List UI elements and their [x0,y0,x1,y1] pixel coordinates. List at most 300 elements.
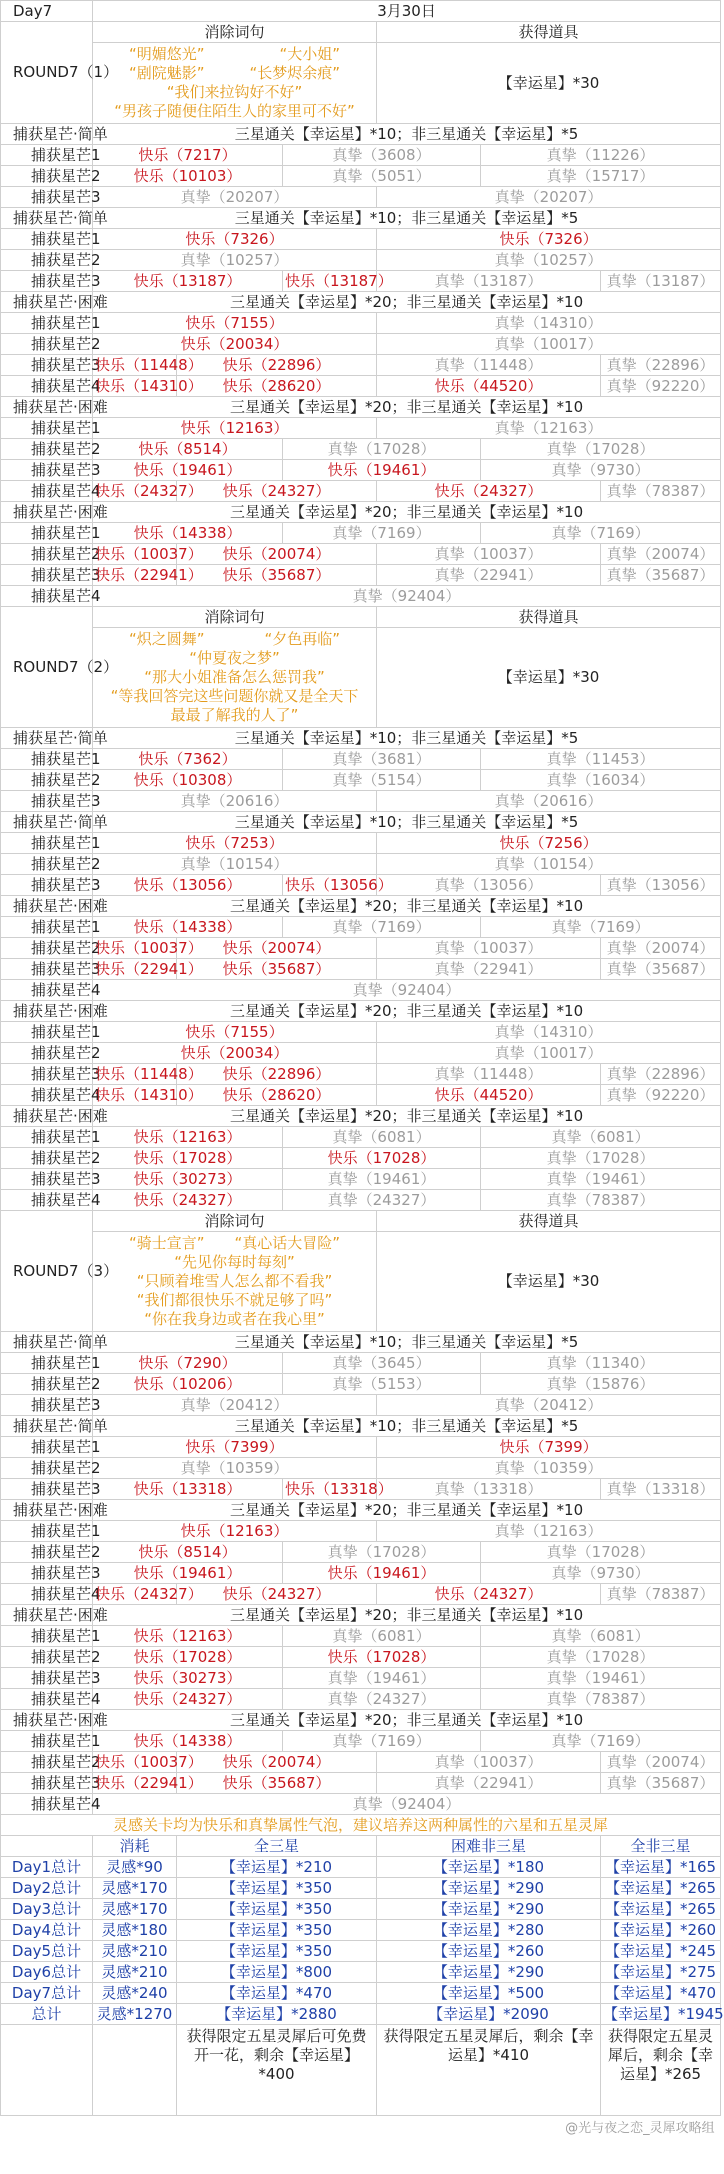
table-row [1,938,721,959]
table-row [1,1899,721,1920]
table-row [1,1127,721,1148]
section-label: 捕获星芒·简单 [1,208,93,229]
star-label: 捕获星芒2 [1,250,93,271]
summary-header: 消耗 [93,1836,177,1857]
table-row [1,1043,721,1064]
value-cell: 快乐（28620） [177,1085,377,1106]
star-label: 捕获星芒3 [1,1773,93,1794]
quote-line: 最最了解我的人了” [170,706,299,724]
value-cell: 真挚（13318） [601,1479,721,1500]
day-total-value: 【幸运星】*290 [377,1878,601,1899]
value-cell: 真挚（7169） [481,523,721,544]
value-cell: 真挚（20207） [377,187,721,208]
star-label: 捕获星芒2 [1,544,93,565]
value-cell: 真挚（22896） [601,1064,721,1085]
table-row [1,728,721,749]
quote-line: “只顾着堆雪人怎么都不看我” [136,1272,333,1290]
day-total-value: 【幸运星】*165 [601,1857,721,1878]
value-cell: 真挚（92220） [601,376,721,397]
star-label: 捕获星芒1 [1,313,93,334]
day-total-value: 【幸运星】*265 [601,1899,721,1920]
star-label: 捕获星芒4 [1,1190,93,1211]
value-cell: 快乐（24327） [177,1584,377,1605]
value-cell: 快乐（7362） [93,749,283,770]
star-label: 捕获星芒4 [1,1689,93,1710]
table-row [1,1731,721,1752]
day-total-value: 【幸运星】*470 [177,1983,377,2004]
table-row [1,1920,721,1941]
table-row [1,1022,721,1043]
star-label: 捕获星芒1 [1,418,93,439]
table-row [1,1500,721,1521]
table-row [1,334,721,355]
remaining-note: 获得限定五星灵犀后可免费开一花，剩余【幸运星】*400 [177,2025,377,2116]
reward-cell: 【幸运星】*30 [377,628,721,728]
value-cell: 快乐（20074） [177,938,377,959]
star-label: 捕获星芒1 [1,1022,93,1043]
table-row [1,418,721,439]
day-total-label: Day4总计 [1,1920,93,1941]
star-label: 捕获星芒2 [1,1752,93,1773]
star-label: 捕获星芒1 [1,523,93,544]
value-cell: 真挚（12163） [377,418,721,439]
value-cell: 快乐（8514） [93,439,283,460]
value-cell: 真挚（92404） [93,586,721,607]
grand-total-value: 灵感*1270 [93,2004,177,2025]
value-cell: 快乐（10308） [93,770,283,791]
day-total-value: 【幸运星】*500 [377,1983,601,2004]
star-label: 捕获星芒4 [1,1085,93,1106]
value-cell: 真挚（14310） [377,1022,721,1043]
day-total-value: 【幸运星】*180 [377,1857,601,1878]
day-total-value: 【幸运星】*260 [601,1920,721,1941]
table-row [1,1374,721,1395]
star-label: 捕获星芒1 [1,1127,93,1148]
table-row [1,1416,721,1437]
value-cell: 快乐（44520） [377,376,601,397]
section-label: 捕获星芒·困难 [1,1710,93,1731]
table-row [1,1169,721,1190]
quote-line: “仲夏夜之梦” [189,649,280,667]
day-total-value: 【幸运星】*470 [601,1983,721,2004]
value-cell: 真挚（10257） [93,250,377,271]
value-cell: 真挚（17028） [283,1542,481,1563]
value-cell: 快乐（7399） [93,1437,377,1458]
value-cell: 快乐（24327） [177,481,377,502]
value-cell: 真挚（92220） [601,1085,721,1106]
table-row [1,1752,721,1773]
table-row [1,1106,721,1127]
value-cell: 真挚（7169） [283,1731,481,1752]
day-total-value: 灵感*170 [93,1878,177,1899]
value-cell: 真挚（11453） [481,749,721,770]
value-cell: 快乐（12163） [93,1521,377,1542]
quote-line: “明媚悠光” “大小姐” [128,45,341,63]
table-row [1,1584,721,1605]
day-total-label: Day2总计 [1,1878,93,1899]
star-label: 捕获星芒2 [1,1458,93,1479]
value-cell: 快乐（14338） [93,1731,283,1752]
value-cell: 真挚（10154） [377,854,721,875]
star-label: 捕获星芒2 [1,1647,93,1668]
empty-cell [1,1836,93,1857]
value-cell: 真挚（11448） [377,1064,601,1085]
table-row [1,1815,721,1836]
table-row [1,544,721,565]
star-label: 捕获星芒1 [1,917,93,938]
table-row [1,187,721,208]
star-label: 捕获星芒4 [1,376,93,397]
value-cell: 快乐（30273） [93,1668,283,1689]
quote-line: “等我回答完这些问题你就又是全天下 [110,687,359,705]
round-title: ROUND7（1） [1,22,93,124]
table-row [1,1190,721,1211]
day-total-label: Day1总计 [1,1857,93,1878]
table-row [1,124,721,145]
value-cell: 快乐（13056） [93,875,283,896]
table-row [1,1983,721,2004]
round-title: ROUND7（3） [1,1211,93,1332]
value-cell: 真挚（35687） [601,959,721,980]
value-cell: 快乐（30273） [93,1169,283,1190]
value-cell: 真挚（22941） [377,565,601,586]
day-total-value: 【幸运星】*350 [177,1920,377,1941]
table-row [1,145,721,166]
star-label: 捕获星芒4 [1,1794,93,1815]
watermark: @光与夜之恋_灵犀攻略组 [565,2120,715,2136]
star-label: 捕获星芒1 [1,229,93,250]
stage-rule: 三星通关【幸运星】*20；非三星通关【幸运星】*10 [93,1710,721,1731]
value-cell: 快乐（14338） [93,917,283,938]
value-cell: 快乐（14338） [93,523,283,544]
value-cell: 真挚（13318） [377,1479,601,1500]
section-label: 捕获星芒·简单 [1,124,93,145]
star-label: 捕获星芒2 [1,1374,93,1395]
value-cell: 快乐（10206） [93,1374,283,1395]
table-row [1,854,721,875]
column-header: 获得道具 [377,607,721,628]
star-label: 捕获星芒1 [1,1626,93,1647]
star-label: 捕获星芒3 [1,187,93,208]
value-cell: 快乐（22941） [93,565,177,586]
value-cell: 真挚（5153） [283,1374,481,1395]
quote-list [93,1232,377,1332]
day-total-value: 【幸运星】*245 [601,1941,721,1962]
value-cell: 真挚（7169） [481,917,721,938]
stage-rule: 三星通关【幸运星】*20；非三星通关【幸运星】*10 [93,1106,721,1127]
star-label: 捕获星芒2 [1,854,93,875]
value-cell: 快乐（28620） [177,376,377,397]
value-cell: 真挚（19461） [283,1668,481,1689]
table-row [1,1085,721,1106]
stage-rule: 三星通关【幸运星】*20；非三星通关【幸运星】*10 [93,1605,721,1626]
grand-total-value: 【幸运星】*1945 [601,2004,721,2025]
quote-line: “男孩子随便住陌生人的家里可不好” [114,102,355,120]
star-label: 捕获星芒2 [1,439,93,460]
star-label: 捕获星芒1 [1,1353,93,1374]
table-row [1,1794,721,1815]
value-cell: 真挚（20074） [601,544,721,565]
table-row [1,1941,721,1962]
value-cell: 快乐（22896） [177,355,377,376]
stage-rule: 三星通关【幸运星】*20；非三星通关【幸运星】*10 [93,1500,721,1521]
day-total-value: 【幸运星】*290 [377,1962,601,1983]
value-cell: 真挚（10037） [377,544,601,565]
star-label: 捕获星芒3 [1,565,93,586]
value-cell: 快乐（24327） [93,1689,283,1710]
value-cell: 真挚（92404） [93,980,721,1001]
star-label: 捕获星芒1 [1,145,93,166]
table-row [1,607,721,628]
star-label: 捕获星芒3 [1,271,93,292]
summary-tip: 灵感关卡均为快乐和真挚属性气泡，建议培养这两种属性的六星和五星灵犀 [1,1815,721,1836]
value-cell: 真挚（10359） [377,1458,721,1479]
value-cell: 快乐（7326） [93,229,377,250]
day-total-value: 灵感*90 [93,1857,177,1878]
header-row [1,1,721,22]
value-cell: 快乐（7326） [377,229,721,250]
day-total-value: 【幸运星】*350 [177,1878,377,1899]
reward-cell: 【幸运星】*30 [377,43,721,124]
table-row [1,1148,721,1169]
star-label: 捕获星芒1 [1,833,93,854]
table-row [1,770,721,791]
value-cell: 真挚（13056） [601,875,721,896]
table-row [1,1710,721,1731]
value-cell: 快乐（24327） [93,1584,177,1605]
table-row [1,250,721,271]
quote-line: “我们来拉钩好不好” [166,83,303,101]
value-cell: 快乐（11448） [93,355,177,376]
star-label: 捕获星芒2 [1,334,93,355]
value-cell: 真挚（17028） [481,1647,721,1668]
value-cell: 快乐（20074） [177,544,377,565]
star-label: 捕获星芒3 [1,791,93,812]
value-cell: 真挚（15876） [481,1374,721,1395]
value-cell: 快乐（7253） [93,833,377,854]
value-cell: 真挚（10037） [377,938,601,959]
grand-total-label: 总计 [1,2004,93,2025]
value-cell: 真挚（6081） [283,1626,481,1647]
table-row [1,875,721,896]
value-cell: 真挚（5051） [283,166,481,187]
table-row [1,1542,721,1563]
value-cell: 快乐（7399） [377,1437,721,1458]
column-header: 消除词句 [93,22,377,43]
day-total-value: 灵感*170 [93,1899,177,1920]
empty-cell [93,2025,177,2116]
value-cell: 真挚（20207） [93,187,377,208]
value-cell: 快乐（17028） [93,1647,283,1668]
value-cell: 快乐（17028） [283,1148,481,1169]
value-cell: 快乐（14310） [93,1085,177,1106]
table-row [1,1878,721,1899]
column-header: 获得道具 [377,1211,721,1232]
stage-rule: 三星通关【幸运星】*20；非三星通关【幸运星】*10 [93,292,721,313]
value-cell: 快乐（10103） [93,166,283,187]
day-total-label: Day5总计 [1,1941,93,1962]
table-row [1,43,721,124]
column-header: 消除词句 [93,1211,377,1232]
day-total-value: 【幸运星】*350 [177,1899,377,1920]
value-cell: 快乐（20034） [93,334,377,355]
star-label: 捕获星芒2 [1,1043,93,1064]
value-cell: 真挚（22896） [601,355,721,376]
section-label: 捕获星芒·简单 [1,728,93,749]
value-cell: 快乐（12163） [93,418,377,439]
table-row [1,313,721,334]
table-row [1,1626,721,1647]
value-cell: 真挚（19461） [481,1668,721,1689]
value-cell: 快乐（13056） [283,875,377,896]
value-cell: 真挚（7169） [283,523,481,544]
stage-rule: 三星通关【幸运星】*10；非三星通关【幸运星】*5 [93,208,721,229]
value-cell: 快乐（12163） [93,1626,283,1647]
stage-rule: 三星通关【幸运星】*20；非三星通关【幸运星】*10 [93,1001,721,1022]
value-cell: 快乐（7155） [93,1022,377,1043]
table-row [1,355,721,376]
value-cell: 真挚（7169） [283,917,481,938]
value-cell: 真挚（5154） [283,770,481,791]
value-cell: 真挚（20616） [377,791,721,812]
table-row [1,833,721,854]
table-row [1,896,721,917]
value-cell: 快乐（13318） [283,1479,377,1500]
table-row [1,565,721,586]
value-cell: 快乐（10037） [93,1752,177,1773]
value-cell: 真挚（20412） [93,1395,377,1416]
value-cell: 真挚（78387） [601,1584,721,1605]
table-row [1,1395,721,1416]
value-cell: 快乐（35687） [177,565,377,586]
value-cell: 真挚（3608） [283,145,481,166]
value-cell: 快乐（10037） [93,938,177,959]
value-cell: 快乐（44520） [377,1085,601,1106]
value-cell: 快乐（13318） [93,1479,283,1500]
value-cell: 真挚（20074） [601,938,721,959]
table-row [1,292,721,313]
stage-rule: 三星通关【幸运星】*20；非三星通关【幸运星】*10 [93,502,721,523]
value-cell: 真挚（78387） [601,481,721,502]
star-label: 捕获星芒3 [1,355,93,376]
star-label: 捕获星芒1 [1,749,93,770]
value-cell: 真挚（10017） [377,1043,721,1064]
section-label: 捕获星芒·困难 [1,1605,93,1626]
remaining-note: 获得限定五星灵犀后，剩余【幸运星】*265 [601,2025,721,2116]
table-row [1,2004,721,2025]
value-cell: 快乐（22941） [93,1773,177,1794]
table-row [1,2116,721,2141]
star-label: 捕获星芒2 [1,1148,93,1169]
value-cell: 快乐（24327） [93,481,177,502]
value-cell: 真挚（13056） [377,875,601,896]
value-cell: 真挚（13187） [601,271,721,292]
day-total-value: 灵感*240 [93,1983,177,2004]
table-row [1,1836,721,1857]
section-label: 捕获星芒·简单 [1,1332,93,1353]
day-total-value: 【幸运星】*265 [601,1878,721,1899]
quote-line: “那大小姐准备怎么惩罚我” [144,668,325,686]
table-row [1,502,721,523]
table-row [1,1479,721,1500]
value-cell: 真挚（10359） [93,1458,377,1479]
day-total-value: 【幸运星】*290 [377,1899,601,1920]
day-total-label: Day3总计 [1,1899,93,1920]
star-label: 捕获星芒1 [1,1521,93,1542]
value-cell: 真挚（24327） [283,1190,481,1211]
remaining-note: 获得限定五星灵犀后，剩余【幸运星】*410 [377,2025,601,2116]
day-total-value: 【幸运星】*800 [177,1962,377,1983]
value-cell: 真挚（10037） [377,1752,601,1773]
table-row [1,1521,721,1542]
value-cell: 真挚（16034） [481,770,721,791]
stage-rule: 三星通关【幸运星】*10；非三星通关【幸运星】*5 [93,124,721,145]
grand-total-value: 【幸运星】*2090 [377,2004,601,2025]
value-cell: 真挚（78387） [481,1190,721,1211]
value-cell: 真挚（20074） [601,1752,721,1773]
value-cell: 快乐（19461） [283,460,481,481]
value-cell: 快乐（22941） [93,959,177,980]
table-row [1,1605,721,1626]
value-cell: 快乐（13187） [93,271,283,292]
section-label: 捕获星芒·困难 [1,1001,93,1022]
table-row [1,1437,721,1458]
star-label: 捕获星芒2 [1,938,93,959]
star-label: 捕获星芒3 [1,1668,93,1689]
quote-line: “我们都很快乐不就足够了吗” [136,1291,333,1309]
star-label: 捕获星芒3 [1,1563,93,1584]
value-cell: 真挚（7169） [481,1731,721,1752]
day-total-label: Day6总计 [1,1962,93,1983]
day-label: Day7 [1,1,93,22]
section-label: 捕获星芒·困难 [1,502,93,523]
value-cell: 快乐（10037） [93,544,177,565]
stage-rule: 三星通关【幸运星】*20；非三星通关【幸运星】*10 [93,397,721,418]
table-row [1,1689,721,1710]
value-cell: 真挚（22941） [377,959,601,980]
value-cell: 快乐（35687） [177,959,377,980]
value-cell: 真挚（15717） [481,166,721,187]
quote-line: “先见你每时每刻” [174,1253,295,1271]
column-header: 获得道具 [377,22,721,43]
quote-line: “你在我身边或者在我心里” [144,1310,325,1328]
table-row [1,1353,721,1374]
value-cell: 真挚（6081） [481,1626,721,1647]
value-cell: 真挚（11226） [481,145,721,166]
value-cell: 快乐（8514） [93,1542,283,1563]
star-label: 捕获星芒3 [1,875,93,896]
value-cell: 真挚（9730） [481,460,721,481]
table-row [1,481,721,502]
summary-header: 全非三星 [601,1836,721,1857]
value-cell: 真挚（10017） [377,334,721,355]
value-cell: 快乐（24327） [377,1584,601,1605]
table-row [1,1857,721,1878]
reward-cell: 【幸运星】*30 [377,1232,721,1332]
value-cell: 真挚（20412） [377,1395,721,1416]
table-row [1,271,721,292]
quote-line: “骑士宣言” “真心话大冒险” [128,1234,341,1252]
table-row [1,1332,721,1353]
table-row [1,1232,721,1332]
day-total-value: 灵感*180 [93,1920,177,1941]
table-row [1,1458,721,1479]
section-label: 捕获星芒·困难 [1,896,93,917]
value-cell: 快乐（7217） [93,145,283,166]
value-cell: 真挚（3681） [283,749,481,770]
value-cell: 快乐（7256） [377,833,721,854]
value-cell: 快乐（24327） [93,1190,283,1211]
